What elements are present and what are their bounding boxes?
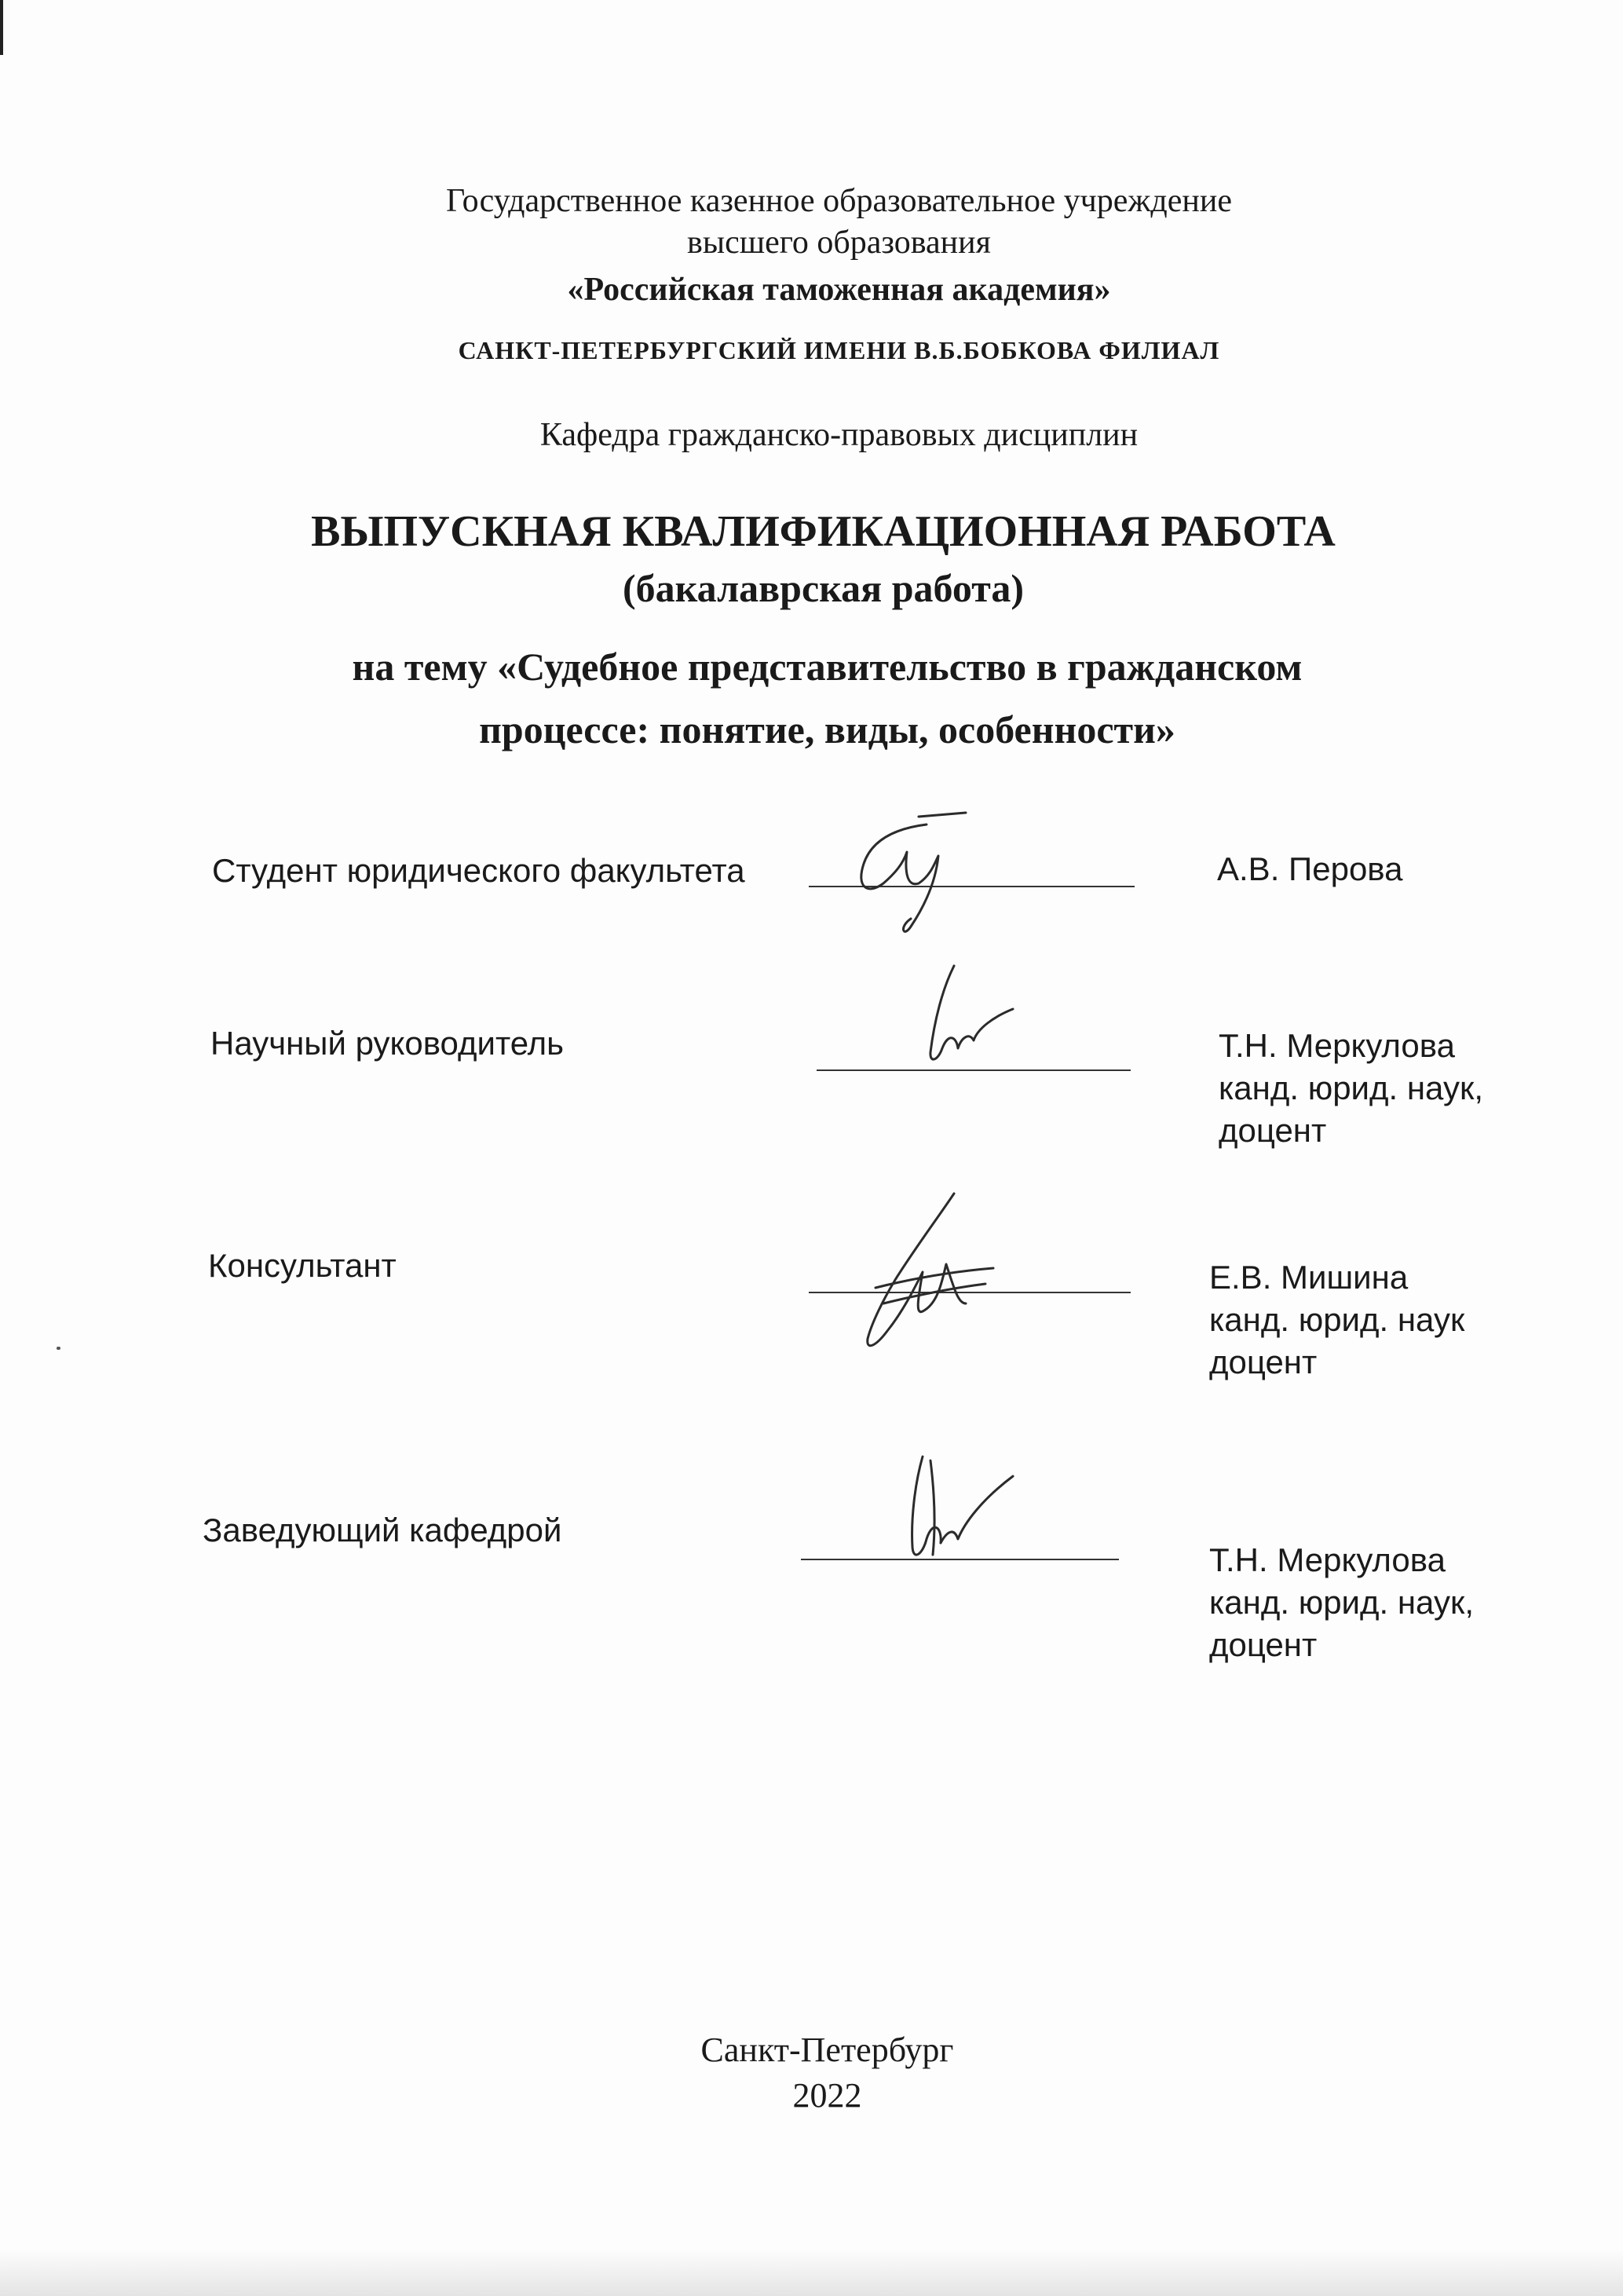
topic-line-2: процессе: понятие, виды, особенности» (479, 707, 1175, 751)
role-label: Консультант (208, 1247, 397, 1284)
signatory-position: доцент (1209, 1626, 1318, 1663)
scan-bottom-shade (0, 2249, 1623, 2296)
signatory-degree: канд. юрид. наук (1209, 1301, 1465, 1338)
signatory-name-block (1209, 1256, 1464, 1384)
consultant-signature (828, 1186, 1009, 1358)
city: Санкт-Петербург (700, 2031, 954, 2069)
work-type-title: ВЫПУСКНАЯ КВАЛИФИКАЦИОННАЯ РАБОТА (311, 507, 1336, 556)
scan-speck (57, 1347, 60, 1350)
work-subtype: (бакалаврская работа) (622, 566, 1025, 610)
signatory-position: доцент (1209, 1344, 1318, 1380)
signatory-degree: канд. юрид. наук, (1209, 1584, 1474, 1621)
signatory-name-block (1209, 1539, 1474, 1666)
academy-name: «Российская таможенная академия» (567, 272, 1111, 308)
department-name: Кафедра гражданско-правовых дисциплин (539, 417, 1139, 453)
branch-name: САНКТ-ПЕТЕРБУРГСКИЙ ИМЕНИ В.Б.БОБКОВА ФИЛИАЛ (458, 336, 1220, 364)
signatory-name: Т.Н. Меркулова (1209, 1541, 1446, 1578)
year: 2022 (792, 2076, 862, 2115)
footer (0, 2027, 1623, 2119)
role-label: Заведующий кафедрой (203, 1512, 562, 1548)
topic-line-1: на тему «Судебное представительство в гражданском (352, 645, 1303, 689)
signatory-name: А.В. Перова (1217, 850, 1403, 887)
signatory-degree: канд. юрид. наук, (1219, 1069, 1483, 1106)
signatory-name: Е.В. Мишина (1209, 1259, 1409, 1296)
signatory-position: доцент (1219, 1112, 1327, 1149)
student-signature (832, 809, 989, 950)
institution-line-1: Государственное казенное образовательное учреждение (446, 183, 1232, 219)
role-label: Научный руководитель (210, 1025, 565, 1062)
scan-edge-mark (0, 0, 3, 55)
supervisor-signature (895, 958, 1029, 1076)
signatory-name: Т.Н. Меркулова (1219, 1027, 1455, 1064)
signatory-name-block (1219, 1025, 1483, 1152)
head-signature (887, 1445, 1036, 1570)
institution-line-2: высшего образования (687, 225, 991, 261)
role-label: Студент юридического факультета (212, 852, 745, 889)
